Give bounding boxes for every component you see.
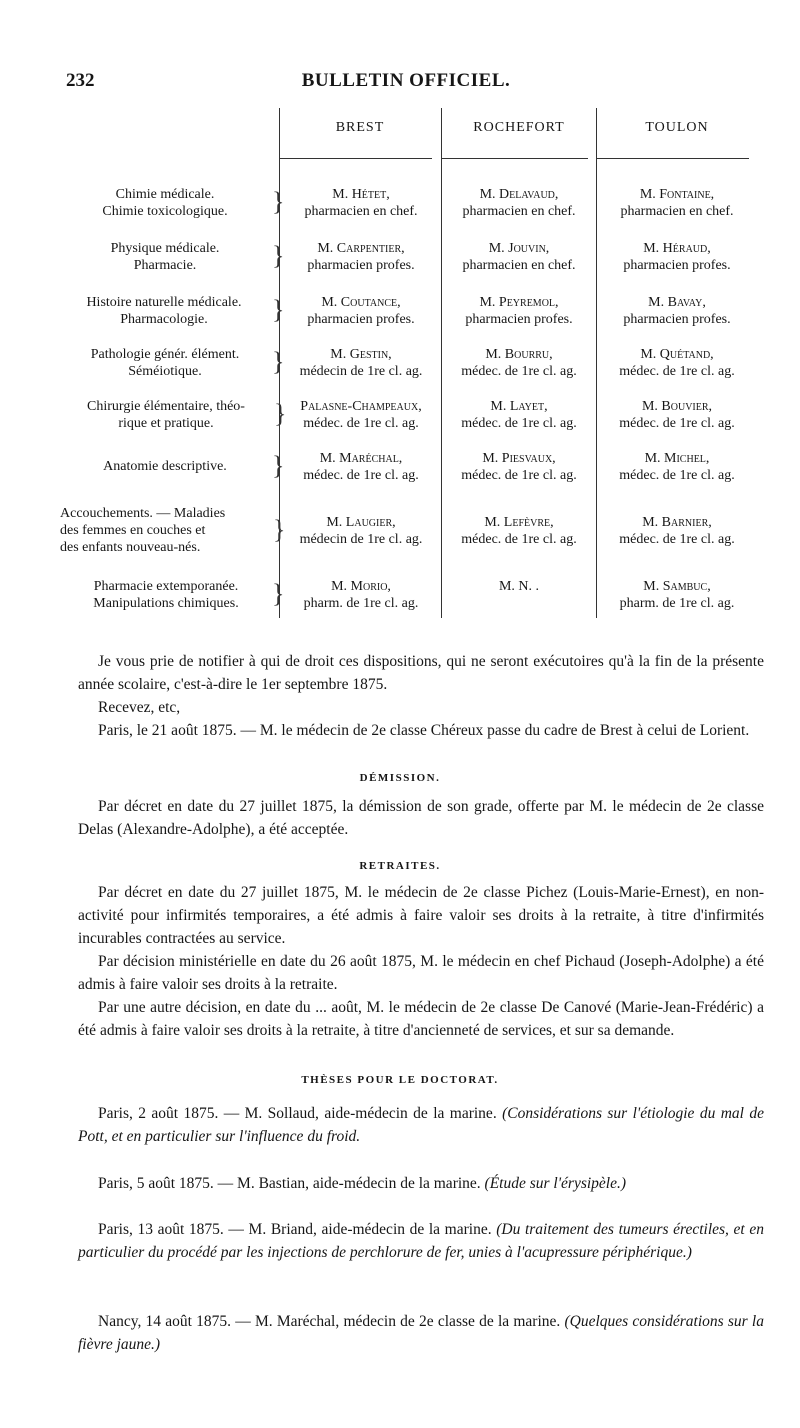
subject-cell xyxy=(60,186,270,220)
rochefort-cell xyxy=(442,578,596,595)
toulon-cell xyxy=(597,294,757,328)
these-lead: Paris, 5 août 1875. — M. Bastian, aide-médecin de la marine. xyxy=(98,1175,481,1192)
teacher-name: M. Fontaine, xyxy=(639,187,715,202)
teacher-rank: médec. de 1re cl. ag. xyxy=(461,364,577,379)
brest-cell xyxy=(282,186,440,220)
teacher-name: M. Laugier, xyxy=(326,515,396,530)
table-header-rule-rochefort xyxy=(442,158,588,159)
teacher-rank: pharm. de 1re cl. ag. xyxy=(303,596,419,611)
brace: } xyxy=(272,295,285,324)
notification-paragraph: Je vous prie de notifier à qui de droit ces dispositions, qui ne seront exécutoires qu'à la fin de la présente année scolaire, c'est-à-dire le 1er septembre 1875. xyxy=(78,653,764,693)
subject-cell xyxy=(60,505,275,556)
teacher-name: M. Peyremol, xyxy=(479,295,559,310)
rochefort-cell xyxy=(442,186,596,220)
brace: } xyxy=(272,241,285,270)
brest-cell xyxy=(282,294,440,328)
retraite-paragraph-3: Par une autre décision, en date du ... août, M. le médecin de 2e classe De Canové (Marie-Jean-Frédéric) a été admis à faire valoir ses droits à la retraite, à titre d'ancienneté de services, et sur sa demande. xyxy=(78,999,764,1039)
brace: } xyxy=(272,579,285,608)
teacher-name: M. Bouvier, xyxy=(641,399,713,414)
teacher-rank: pharmacien profes. xyxy=(465,312,573,327)
subject-cell xyxy=(60,458,270,475)
table-header-rule-brest xyxy=(280,158,432,159)
toulon-cell xyxy=(597,450,757,484)
teacher-rank: pharmacien profes. xyxy=(623,258,731,273)
subject-line: Physique médicale. xyxy=(110,241,220,256)
teacher-name: M. Morio, xyxy=(331,579,391,594)
teacher-rank: pharmacien en chef. xyxy=(462,204,576,219)
brest-cell xyxy=(282,514,440,548)
teacher-name: M. Bavay, xyxy=(648,295,706,310)
teacher-rank: pharmacien profes. xyxy=(307,258,415,273)
teacher-rank: médec. de 1re cl. ag. xyxy=(619,364,735,379)
teacher-name: M. Lefèvre, xyxy=(484,515,554,530)
brace: } xyxy=(272,347,285,376)
subject-cell xyxy=(60,346,270,380)
teacher-name: M. Piesvaux, xyxy=(482,451,556,466)
teacher-name: M. Bourru, xyxy=(485,347,553,362)
section-title-theses: THÈSES POUR LE DOCTORAT. xyxy=(301,1074,499,1086)
teacher-name: M. Hétet, xyxy=(332,187,390,202)
these-title: (Considérations sur l'étiologie du mal de Pott, et en particulier sur l'influence du froid. xyxy=(78,1105,764,1145)
section-title-demission: DÉMISSION. xyxy=(359,772,441,784)
subject-cell xyxy=(56,398,276,432)
toulon-cell xyxy=(597,578,757,612)
running-title: BULLETIN OFFICIEL. xyxy=(301,70,511,91)
retraite-paragraph-1: Par décret en date du 27 juillet 1875, M. le médecin de 2e classe Pichez (Louis-Marie-Ernest), en non-activité pour infirmités temporaires, a été admis à faire valoir ses droits à la retraite, à titre d'infirmités incurables contractées au service. xyxy=(78,884,764,947)
these-title: (Étude sur l'érysipèle.) xyxy=(484,1175,627,1192)
teacher-name: Palasne-Champeaux, xyxy=(300,399,422,414)
subject-line: Chimie toxicologique. xyxy=(102,204,228,219)
teacher-rank: médec. de 1re cl. ag. xyxy=(619,468,735,483)
toulon-cell xyxy=(597,186,757,220)
teacher-name: M. Barnier, xyxy=(642,515,712,530)
brest-cell xyxy=(282,450,440,484)
rochefort-cell xyxy=(442,294,596,328)
closing-line: Recevez, etc, xyxy=(98,699,181,716)
subject-line: Chirurgie élémentaire, théo- xyxy=(87,399,245,414)
subject-line: Pharmacie. xyxy=(133,258,197,273)
teacher-rank: pharmacien profes. xyxy=(307,312,415,327)
brest-cell xyxy=(282,346,440,380)
teacher-rank: médec. de 1re cl. ag. xyxy=(461,532,577,547)
teacher-rank: pharmacien en chef. xyxy=(462,258,576,273)
teacher-name: M. Delavaud, xyxy=(479,187,559,202)
subject-line: Accouchements. — Maladies xyxy=(60,506,226,521)
column-header-toulon: TOULON xyxy=(645,120,709,135)
teacher-rank: médecin de 1re cl. ag. xyxy=(299,364,423,379)
teacher-rank: pharmacien en chef. xyxy=(304,204,418,219)
rochefort-cell xyxy=(442,450,596,484)
these-lead: Nancy, 14 août 1875. — M. Maréchal, médecin de 2e classe de la marine. xyxy=(98,1313,561,1330)
subject-line: Chimie médicale. xyxy=(115,187,215,202)
subject-line: Histoire naturelle médicale. xyxy=(86,295,242,310)
teacher-rank: médec. de 1re cl. ag. xyxy=(619,416,735,431)
these-title: (Du traitement des tumeurs érectiles, et en particulier du procédé par les injections de perchlorure de fer, unies à l'acupressure périphérique.) xyxy=(78,1221,764,1261)
transfer-paragraph: Paris, le 21 août 1875. — M. le médecin de 2e classe Chéreux passe du cadre de Brest à celui de Lorient. xyxy=(98,722,750,739)
teacher-name: M. Héraud, xyxy=(643,241,711,256)
teacher-rank: médec. de 1re cl. ag. xyxy=(619,532,735,547)
subject-line: Manipulations chimiques. xyxy=(93,596,239,611)
subject-cell xyxy=(60,240,270,274)
these-entry xyxy=(78,1310,764,1356)
teacher-rank: médecin de 1re cl. ag. xyxy=(299,532,423,547)
these-title: (Quelques considérations sur la fièvre jaune.) xyxy=(78,1313,764,1353)
these-entry xyxy=(78,1102,764,1148)
brest-cell xyxy=(282,578,440,612)
demission-paragraph: Par décret en date du 27 juillet 1875, la démission de son grade, offerte par M. le médecin de 2e classe Delas (Alexandre-Adolphe), a été acceptée. xyxy=(78,798,764,838)
teacher-rank: pharm. de 1re cl. ag. xyxy=(619,596,735,611)
these-entry xyxy=(78,1172,764,1195)
toulon-cell xyxy=(597,346,757,380)
subject-line: Pharmacologie. xyxy=(120,312,208,327)
teacher-rank: médec. de 1re cl. ag. xyxy=(461,416,577,431)
rochefort-cell xyxy=(442,346,596,380)
teacher-name: M. N. . xyxy=(498,579,540,594)
teacher-rank: médec. de 1re cl. ag. xyxy=(461,468,577,483)
subject-cell xyxy=(60,578,272,612)
teacher-name: M. Carpentier, xyxy=(317,241,405,256)
brace: } xyxy=(273,515,286,544)
teacher-rank: pharmacien en chef. xyxy=(620,204,734,219)
subject-line: Pharmacie extemporanée. xyxy=(93,579,239,594)
table-header-rule-toulon xyxy=(597,158,749,159)
toulon-cell xyxy=(597,398,757,432)
teacher-name: M. Michel, xyxy=(644,451,710,466)
teacher-rank: pharmacien profes. xyxy=(623,312,731,327)
rochefort-cell xyxy=(442,398,596,432)
rochefort-cell xyxy=(442,240,596,274)
teacher-name: M. Coutance, xyxy=(321,295,401,310)
subject-line: des femmes en couches et xyxy=(60,523,206,538)
teacher-name: M. Layet, xyxy=(490,399,548,414)
brace: } xyxy=(272,187,285,216)
section-title-retraites: RETRAITES. xyxy=(359,860,441,872)
rochefort-cell xyxy=(442,514,596,548)
toulon-cell xyxy=(597,514,757,548)
these-lead: Paris, 2 août 1875. — M. Sollaud, aide-médecin de la marine. xyxy=(98,1105,497,1122)
subject-line: Anatomie descriptive. xyxy=(103,459,227,474)
subject-cell xyxy=(56,294,272,328)
subject-line: rique et pratique. xyxy=(118,416,214,431)
subject-line: Pathologie génér. élément. xyxy=(90,347,240,362)
retraite-paragraph-2: Par décision ministérielle en date du 26 août 1875, M. le médecin en chef Pichaud (Joseph-Adolphe) a été admis à faire valoir ses droits à la retraite. xyxy=(78,953,764,993)
brest-cell xyxy=(282,240,440,274)
subject-line: des enfants nouveau-nés. xyxy=(60,540,201,555)
teacher-rank: médec. de 1re cl. ag. xyxy=(303,416,419,431)
these-lead: Paris, 13 août 1875. — M. Briand, aide-médecin de la marine. xyxy=(98,1221,492,1238)
teacher-name: M. Jouvin, xyxy=(488,241,550,256)
brest-cell xyxy=(282,398,440,432)
page-number: 232 xyxy=(66,70,95,91)
column-header-rochefort: ROCHEFORT xyxy=(473,120,565,135)
brace: } xyxy=(274,399,287,428)
subject-line: Séméiotique. xyxy=(128,364,202,379)
teacher-name: M. Quétand, xyxy=(640,347,714,362)
brace: } xyxy=(272,451,285,480)
teacher-rank: médec. de 1re cl. ag. xyxy=(303,468,419,483)
column-header-brest: BREST xyxy=(335,120,385,135)
teacher-name: M. Maréchal, xyxy=(319,451,403,466)
teacher-name: M. Sambuc, xyxy=(643,579,711,594)
page-header xyxy=(66,70,746,94)
teacher-name: M. Gestin, xyxy=(330,347,392,362)
toulon-cell xyxy=(597,240,757,274)
these-entry xyxy=(78,1218,764,1264)
